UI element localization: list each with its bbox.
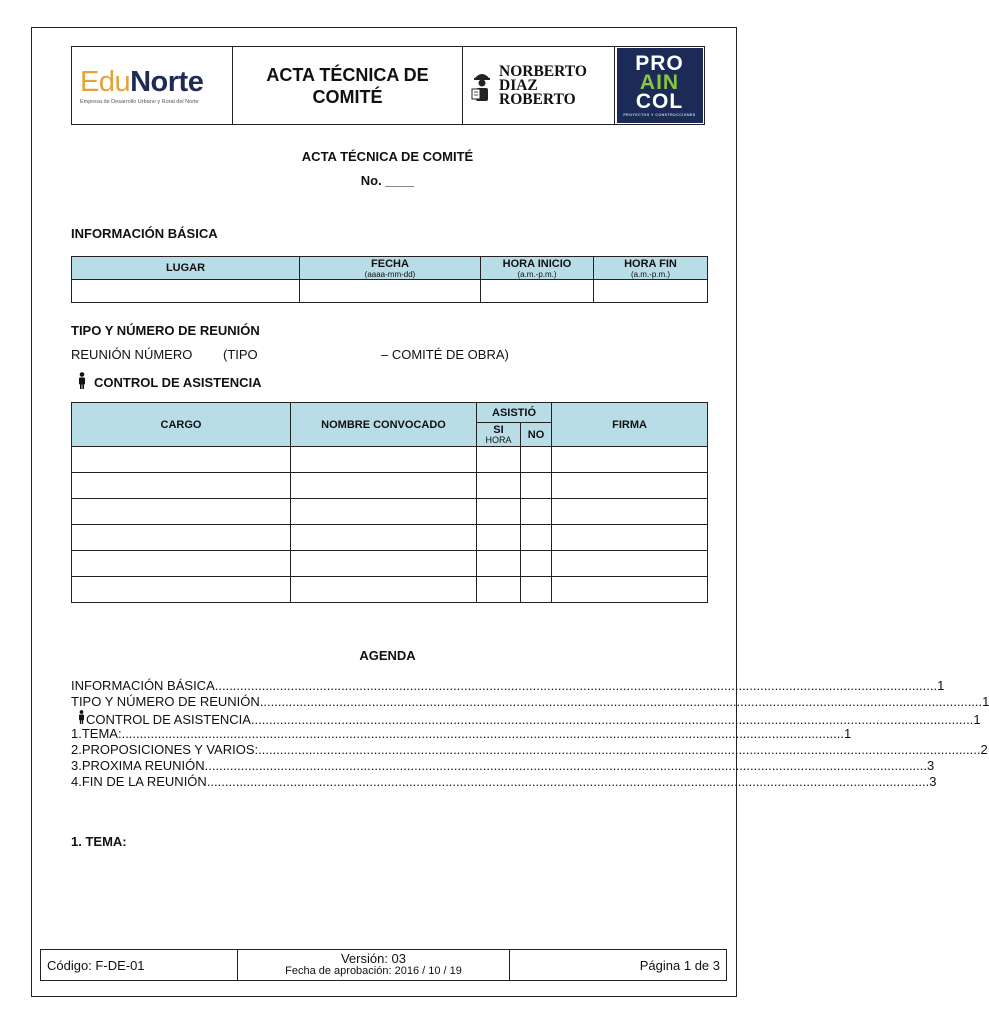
agenda-item[interactable] — [71, 758, 935, 774]
agenda-item-label: FIN DE LA REUNIÓN — [81, 774, 207, 789]
leader-dots: ........................................................................................................................................................................................................ — [250, 712, 974, 727]
col-inicio-sub: (a.m.-p.m.) — [517, 269, 557, 279]
proaincol-subtitle: PROYECTOS Y CONSTRUCCIONES — [623, 112, 696, 117]
no-cell[interactable] — [521, 473, 552, 499]
footer-approval-date: Fecha de aprobación: 2016 / 10 / 19 — [285, 965, 462, 977]
firma-cell[interactable] — [552, 499, 708, 525]
footer-code: Código: F-DE-01 — [41, 950, 238, 981]
col-inicio-label: HORA INICIO — [502, 257, 572, 270]
cargo-cell[interactable] — [72, 577, 291, 603]
col-fecha-sub: (aaaa-mm-dd) — [364, 269, 416, 279]
col-fin-sub: (a.m.-p.m.) — [630, 269, 671, 279]
col-firma: FIRMA — [552, 403, 708, 447]
contractor-line3: ROBERTO — [499, 90, 576, 108]
agenda-item-page: 2 — [980, 742, 988, 757]
cargo-cell[interactable] — [72, 473, 291, 499]
hora-inicio-field[interactable] — [481, 280, 594, 303]
proaincol-logo-cell — [615, 47, 705, 125]
si-cell[interactable] — [477, 447, 521, 473]
leader-dots: ........................................................................................................................................................................................................ — [259, 694, 983, 709]
leader-dots: ........................................................................................................................................................................................................ — [206, 774, 930, 789]
agenda-item-label: CONTROL DE ASISTENCIA — [86, 712, 251, 727]
contractor-line2: DIAZ — [499, 76, 538, 94]
meeting-number-label: REUNIÓN NÚMERO — [71, 347, 193, 362]
agenda-item-page: 1 — [843, 726, 852, 741]
agenda-item-label: INFORMACIÓN BÁSICA — [71, 678, 215, 693]
footer-version: Versión: 03 — [340, 951, 407, 966]
agenda-item-number: 1. — [71, 726, 82, 741]
firma-cell[interactable] — [552, 525, 708, 551]
cargo-cell[interactable] — [72, 499, 291, 525]
contractor-line1: NORBERTO — [499, 62, 587, 80]
col-no: NO — [521, 423, 552, 447]
attendance-row — [72, 499, 708, 525]
si-cell[interactable] — [477, 499, 521, 525]
col-nombre: NOMBRE CONVOCADO — [291, 403, 477, 447]
cargo-cell[interactable] — [72, 447, 291, 473]
proaincol-line3: COL — [635, 89, 684, 113]
agenda-item[interactable] — [71, 774, 937, 790]
col-asistio: ASISTIÓ — [477, 403, 552, 423]
col-hora-fin — [594, 257, 708, 280]
basic-info-table — [71, 256, 708, 303]
logo-subtitle: Empresa de Desarrollo Urbano y Rural del Norte — [80, 98, 199, 105]
header-title-line1: ACTA TÉCNICA DE — [266, 64, 429, 85]
nombre-cell[interactable] — [291, 499, 477, 525]
agenda-item[interactable] — [71, 726, 852, 742]
nombre-cell[interactable] — [291, 473, 477, 499]
agenda-list — [71, 678, 989, 790]
firma-cell[interactable] — [552, 473, 708, 499]
meeting-committee-label: – COMITÉ DE OBRA) — [381, 347, 509, 362]
agenda-item[interactable] — [71, 678, 945, 694]
fecha-field[interactable] — [300, 280, 481, 303]
agenda-item-page: 1 — [937, 678, 945, 693]
cargo-cell[interactable] — [72, 551, 291, 577]
nombre-cell[interactable] — [291, 577, 477, 603]
leader-dots: ........................................................................................................................................................................................................ — [214, 678, 938, 693]
firma-cell[interactable] — [552, 551, 708, 577]
agenda-item-page: 1 — [982, 694, 989, 709]
agenda-item-label: TEMA: — [81, 726, 122, 741]
firma-cell[interactable] — [552, 447, 708, 473]
proaincol-logo — [617, 48, 703, 123]
basic-info-heading: INFORMACIÓN BÁSICA — [71, 226, 218, 241]
si-cell[interactable] — [477, 473, 521, 499]
si-cell[interactable] — [477, 577, 521, 603]
col-fecha-label: FECHA — [371, 257, 409, 270]
no-cell[interactable] — [521, 447, 552, 473]
attendance-row — [72, 525, 708, 551]
document-title: ACTA TÉCNICA DE COMITÉ — [301, 149, 474, 164]
agenda-item-label: PROXIMA REUNIÓN — [81, 758, 205, 773]
no-cell[interactable] — [521, 499, 552, 525]
header-title-line2: COMITÉ — [312, 86, 383, 107]
agenda-item-number: 2. — [71, 742, 82, 757]
leader-dots: ........................................................................................................................................................................................................ — [121, 726, 844, 741]
col-hora-inicio — [481, 257, 594, 280]
attendance-table — [71, 402, 708, 603]
document-header — [71, 46, 705, 125]
si-cell[interactable] — [477, 525, 521, 551]
nombre-cell[interactable] — [291, 447, 477, 473]
col-fin-label: HORA FIN — [624, 257, 677, 270]
no-cell[interactable] — [521, 525, 552, 551]
agenda-item[interactable] — [71, 694, 989, 710]
cargo-cell[interactable] — [72, 525, 291, 551]
col-cargo: CARGO — [72, 403, 291, 447]
agenda-item-page: 3 — [927, 758, 935, 773]
leader-dots: ........................................................................................................................................................................................................ — [258, 742, 981, 757]
agenda-item-number: 4. — [71, 774, 82, 789]
meeting-type-label: (TIPO — [223, 347, 258, 362]
si-cell[interactable] — [477, 551, 521, 577]
document-footer — [40, 949, 727, 981]
edunorte-logo — [72, 67, 232, 105]
lugar-field[interactable] — [72, 280, 300, 303]
attendance-row — [72, 551, 708, 577]
firma-cell[interactable] — [552, 577, 708, 603]
attendance-heading: CONTROL DE ASISTENCIA — [94, 375, 262, 390]
agenda-item[interactable] — [71, 710, 981, 727]
document-number: No. ____ — [360, 173, 415, 188]
nombre-cell[interactable] — [291, 551, 477, 577]
no-cell[interactable] — [521, 551, 552, 577]
footer-version-cell — [238, 950, 510, 981]
agenda-item-label: TIPO Y NÚMERO DE REUNIÓN — [71, 694, 260, 709]
hora-fin-field[interactable] — [594, 280, 708, 303]
leader-dots: ........................................................................................................................................................................................................ — [204, 758, 928, 773]
agenda-item-label: PROPOSICIONES Y VARIOS: — [81, 742, 259, 757]
attendance-row — [72, 577, 708, 603]
tema-heading: 1. TEMA: — [71, 834, 127, 849]
logo-text-norte: Norte — [130, 65, 204, 98]
logo-text-edu: Edu — [80, 65, 131, 98]
agenda-item-page: 3 — [929, 774, 937, 789]
attendance-row — [72, 447, 708, 473]
contractor-name — [499, 62, 587, 108]
meeting-heading: TIPO Y NÚMERO DE REUNIÓN — [71, 323, 260, 338]
worker-helmet-icon — [471, 69, 493, 103]
agenda-item[interactable] — [71, 742, 988, 758]
no-cell[interactable] — [521, 577, 552, 603]
person-icon — [77, 372, 87, 389]
contractor-logo-cell — [463, 47, 615, 125]
proaincol-line2: AIN — [639, 70, 680, 94]
nombre-cell[interactable] — [291, 525, 477, 551]
col-si — [477, 423, 521, 447]
proaincol-line1: PRO — [635, 51, 684, 75]
edunorte-logo-cell — [72, 47, 233, 125]
col-si-label: SI — [493, 424, 504, 436]
col-lugar: LUGAR — [72, 257, 300, 280]
header-title-cell — [233, 47, 463, 125]
agenda-item-number: 3. — [71, 758, 82, 773]
agenda-heading: AGENDA — [359, 648, 416, 663]
agenda-item-page: 1 — [973, 712, 981, 727]
footer-page: Página 1 de 3 — [510, 950, 727, 981]
col-hora-label: HORA — [485, 435, 512, 445]
col-fecha — [300, 257, 481, 280]
attendance-row — [72, 473, 708, 499]
